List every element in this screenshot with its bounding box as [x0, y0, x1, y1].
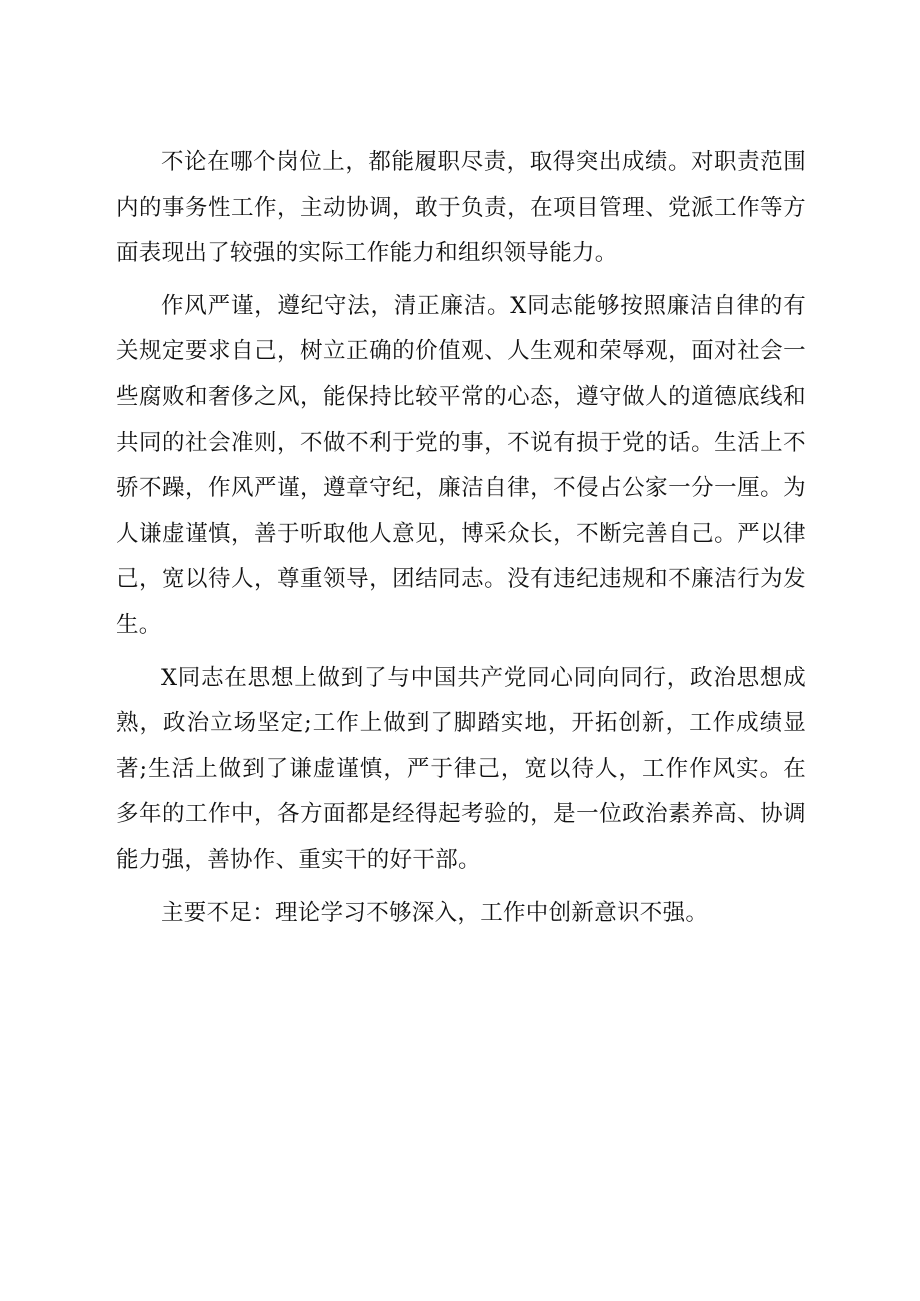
- paragraph-integrity: 作风严谨，遵纪守法，清正廉洁。X同志能够按照廉洁自律的有关规定要求自己，树立正确的价值观、人生观和荣辱观，面对社会一些腐败和奢侈之风，能保持比较平常的心态，遵守做人的道德底线和共同的社会准则，不做不利于党的事，不说有损于党的话。生活上不骄不躁，作风严谨，遵章守纪，廉洁自律，不侵占公家一分一厘。为人谦虚谨慎，善于听取他人意见，博采众长，不断完善自己。严以律己，宽以待人，尊重领导，团结同志。没有违纪违规和不廉洁行为发生。: [116, 292, 806, 638]
- document-body: [116, 140, 806, 943]
- paragraph-overall-assessment: X同志在思想上做到了与中国共产党同心同向同行，政治思想成熟，政治立场坚定;工作上做到了脚踏实地，开拓创新，工作成绩显著;生活上做到了谦虚谨慎，严于律己，宽以待人，工作作风实。在多年的工作中，各方面都是经得起考验的，是一位政治素养高、协调能力强，善协作、重实干的好干部。: [116, 664, 806, 873]
- paragraph-shortcomings: 主要不足：理论学习不够深入，工作中创新意识不强。: [161, 899, 709, 926]
- paragraph-duty-performance: 不论在哪个岗位上，都能履职尽责，取得突出成绩。对职责范围内的事务性工作，主动协调，敢于负责，在项目管理、党派工作等方面表现出了较强的实际工作能力和组织领导能力。: [116, 149, 806, 267]
